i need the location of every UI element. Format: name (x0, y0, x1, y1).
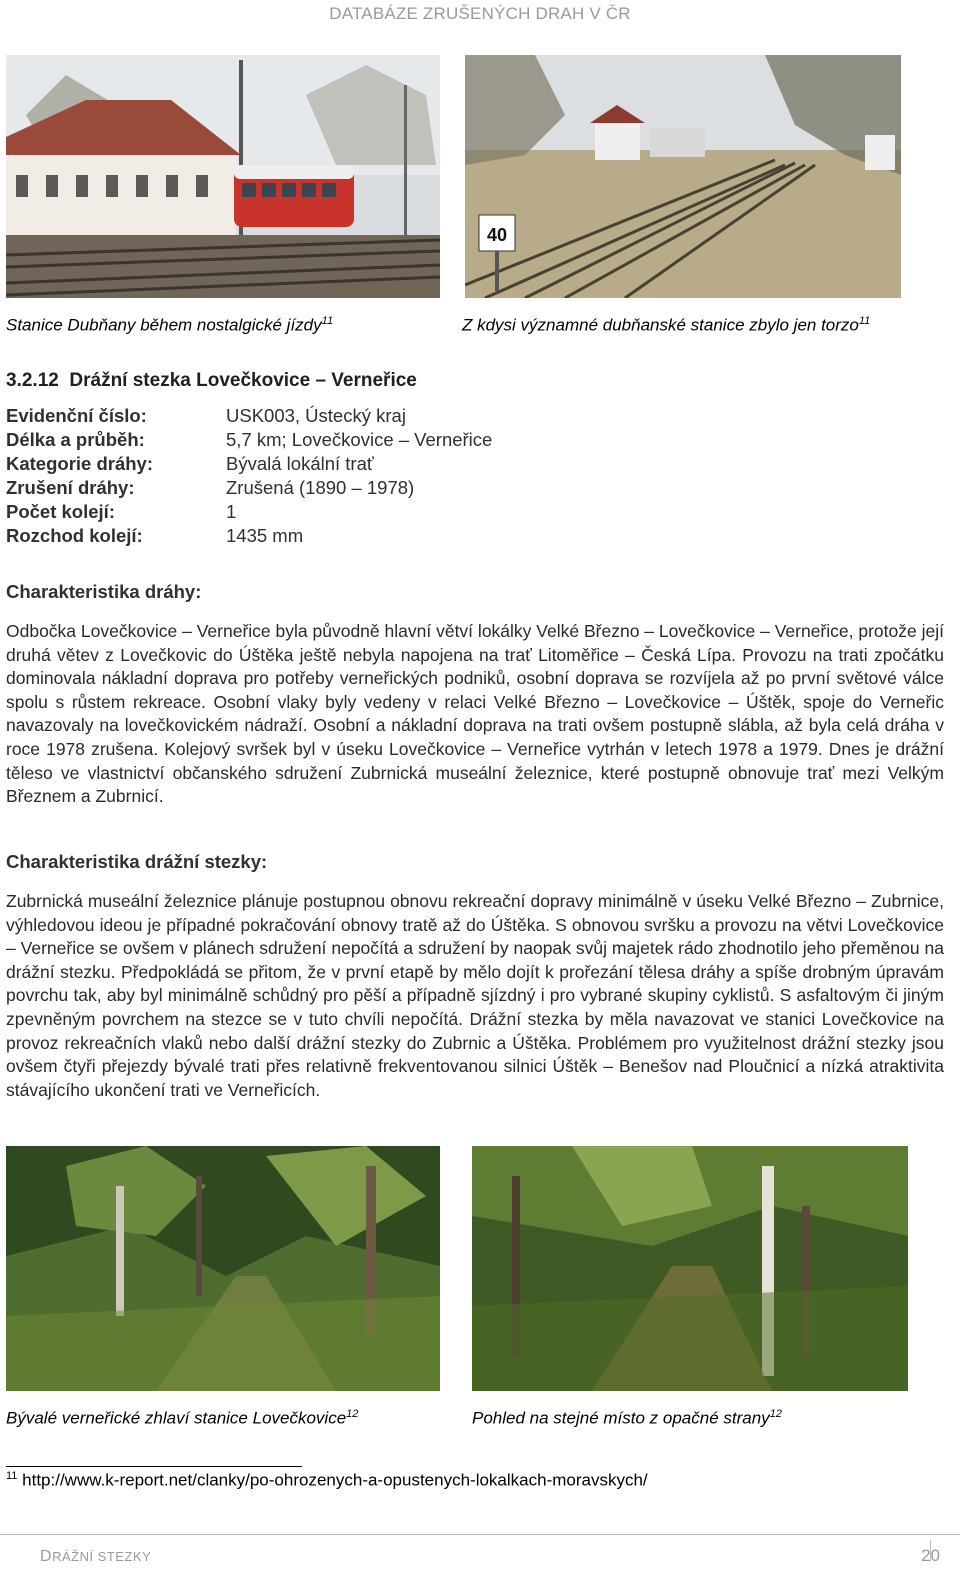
page-number: 20 (921, 1546, 940, 1565)
caption-lovecovice-throat: Bývalé verneřické zhlaví stanice Lovečkovice$^{12}$ (6, 1408, 359, 1428)
info-row-length (0, 428, 700, 452)
footer-divider (0, 1534, 960, 1535)
footnote-ref: 11 (858, 315, 871, 327)
photo-dubnany-station-train (6, 55, 440, 298)
footnote-ref: 12 (769, 1408, 782, 1420)
info-label: Zrušení dráhy: (6, 477, 135, 498)
info-row-track-count (0, 500, 700, 524)
info-label: Rozchod kolejí: (6, 525, 143, 546)
speed-sign-text: 40 (486, 225, 508, 245)
info-label: Délka a průběh: (6, 429, 145, 450)
info-value: 1435 mm (226, 525, 304, 546)
paragraph-char-stezky: Zubrnická museální železnice plánuje postupnou obnovu rekreační dopravy minimálně v úseku Velké Březno – Zubrnice, výhledovou ideou je případné pokračování obnovy tratě až do Úštěka. S obnovou svršku a provozu na větvi Lovečkovice – Verneřice se ovšem v plánech sdružení nepočítá a sdružení by naopak svůj majetek rádo zhodnotilo jeho přeměnou na drážní stezku. Předpokládá se přitom, že v první etapě by mělo dojít k prořezání tělesa dráhy a spíše drobným úpravám povrchu tak, aby byl minimálně schůdný pro pěší a případně sjízdný i pro vybrané skupiny cyklistů. S asfaltovým či jiným zpevněným povrchem na stezce se v tuto chvíli nepočítá. Drážní stezka by měla navazovat ve stanici Lovečkovice na provoz rekreačních vlaků nebo další drážní stezky do Zubrnic a Úštěka. Problémem pro využitelnost drážní stezky jsou ovšem čtyři přejezdy bývalé trati přes relativně frekventovanou silnici Úštěk – Benešov nad Ploučnicí a nízká atraktivita stávajícího ukončení trati ve Verneřicích. (6, 891, 944, 1100)
footnote-ref: 12 (346, 1408, 359, 1420)
info-row-closure (0, 476, 700, 500)
photo-lovecovice-throat (6, 1146, 440, 1391)
section-heading (6, 370, 417, 392)
info-row-gauge (0, 524, 700, 548)
info-row-evidence (0, 404, 700, 428)
footnote-ref: 11 (321, 315, 334, 327)
footnote-number: 11 (6, 1470, 18, 1482)
photo-dubnany-station-remains (465, 55, 901, 298)
footnote-link[interactable]: http://www.k-report.net/clanky/po-ohrozenych-a-opustenych-lokalkach-moravskych/ (22, 1470, 648, 1490)
caption-opposite-view: Pohled na stejné místo z opačné strany$^{12}$ (472, 1408, 782, 1428)
footnote-divider (6, 1466, 302, 1467)
info-value: 1 (226, 501, 237, 522)
heading-char-stezky: Charakteristika drážní stezky: (6, 851, 268, 872)
paragraph-char-drahy: Odbočka Lovečkovice – Verneřice byla původně hlavní větví lokálky Velké Březno – Lovečkovice – Verneřice, protože její druhá větev z Lovečkovic do Úštěka ještě nebyla napojena na trať Litoměřice – Česká Lípa. Provozu na trati zpočátku dominovala nákladní doprava pro potřeby verneřických podniků, osobní doprava se rozvíjela až po první světové válce spolu s růstem rekreace. Osobní vlaky byly vedeny v relaci Velké Březno – Lovečkovice – Úštěk, spoje do Verneřic navazovaly na lovečkovickém nádraží. Osobní a nákladní doprava na trati ovšem postupně slábla, až byla celá dráha v roce 1978 zrušena. Kolejový svršek byl v úseku Lovečkovice – Verneřice vytrhán v letech 1978 a 1979. Dnes je drážní těleso ve vlastnictví občanského sdružení Zubrnická museální železnice, které postupně obnovuje trať mezi Velkým Březnem a Zubrnicí. (6, 621, 944, 807)
section-title: Drážní stezka Lovečkovice – Verneřice (69, 370, 417, 391)
info-value: USK003, Ústecký kraj (226, 405, 406, 426)
page-header: DATABÁZE ZRUŠENÝCH DRAH V ČR (329, 4, 631, 23)
photo-opposite-view (472, 1146, 908, 1391)
info-label: Počet kolejí: (6, 501, 115, 522)
info-value: 5,7 km; Lovečkovice – Verneřice (226, 429, 493, 450)
caption-dubnany-train: Stanice Dubňany během nostalgické jízdy$^{11}$ (6, 315, 334, 335)
info-row-category (0, 452, 700, 476)
footer-section-title: DRÁŽNÍ STEZKY (40, 1548, 152, 1565)
heading-char-drahy: Charakteristika dráhy: (6, 581, 202, 602)
footnote (6, 1470, 648, 1491)
caption-dubnany-torzo: Z kdysi významné dubňanské stanice zbylo jen torzo$^{11}$ (462, 315, 871, 335)
info-value: Zrušená (1890 – 1978) (226, 477, 415, 498)
info-label: Evidenční číslo: (6, 405, 147, 426)
section-number: 3.2.12 (6, 370, 59, 391)
info-value: Bývalá lokální trať (226, 453, 374, 474)
info-label: Kategorie dráhy: (6, 453, 154, 474)
